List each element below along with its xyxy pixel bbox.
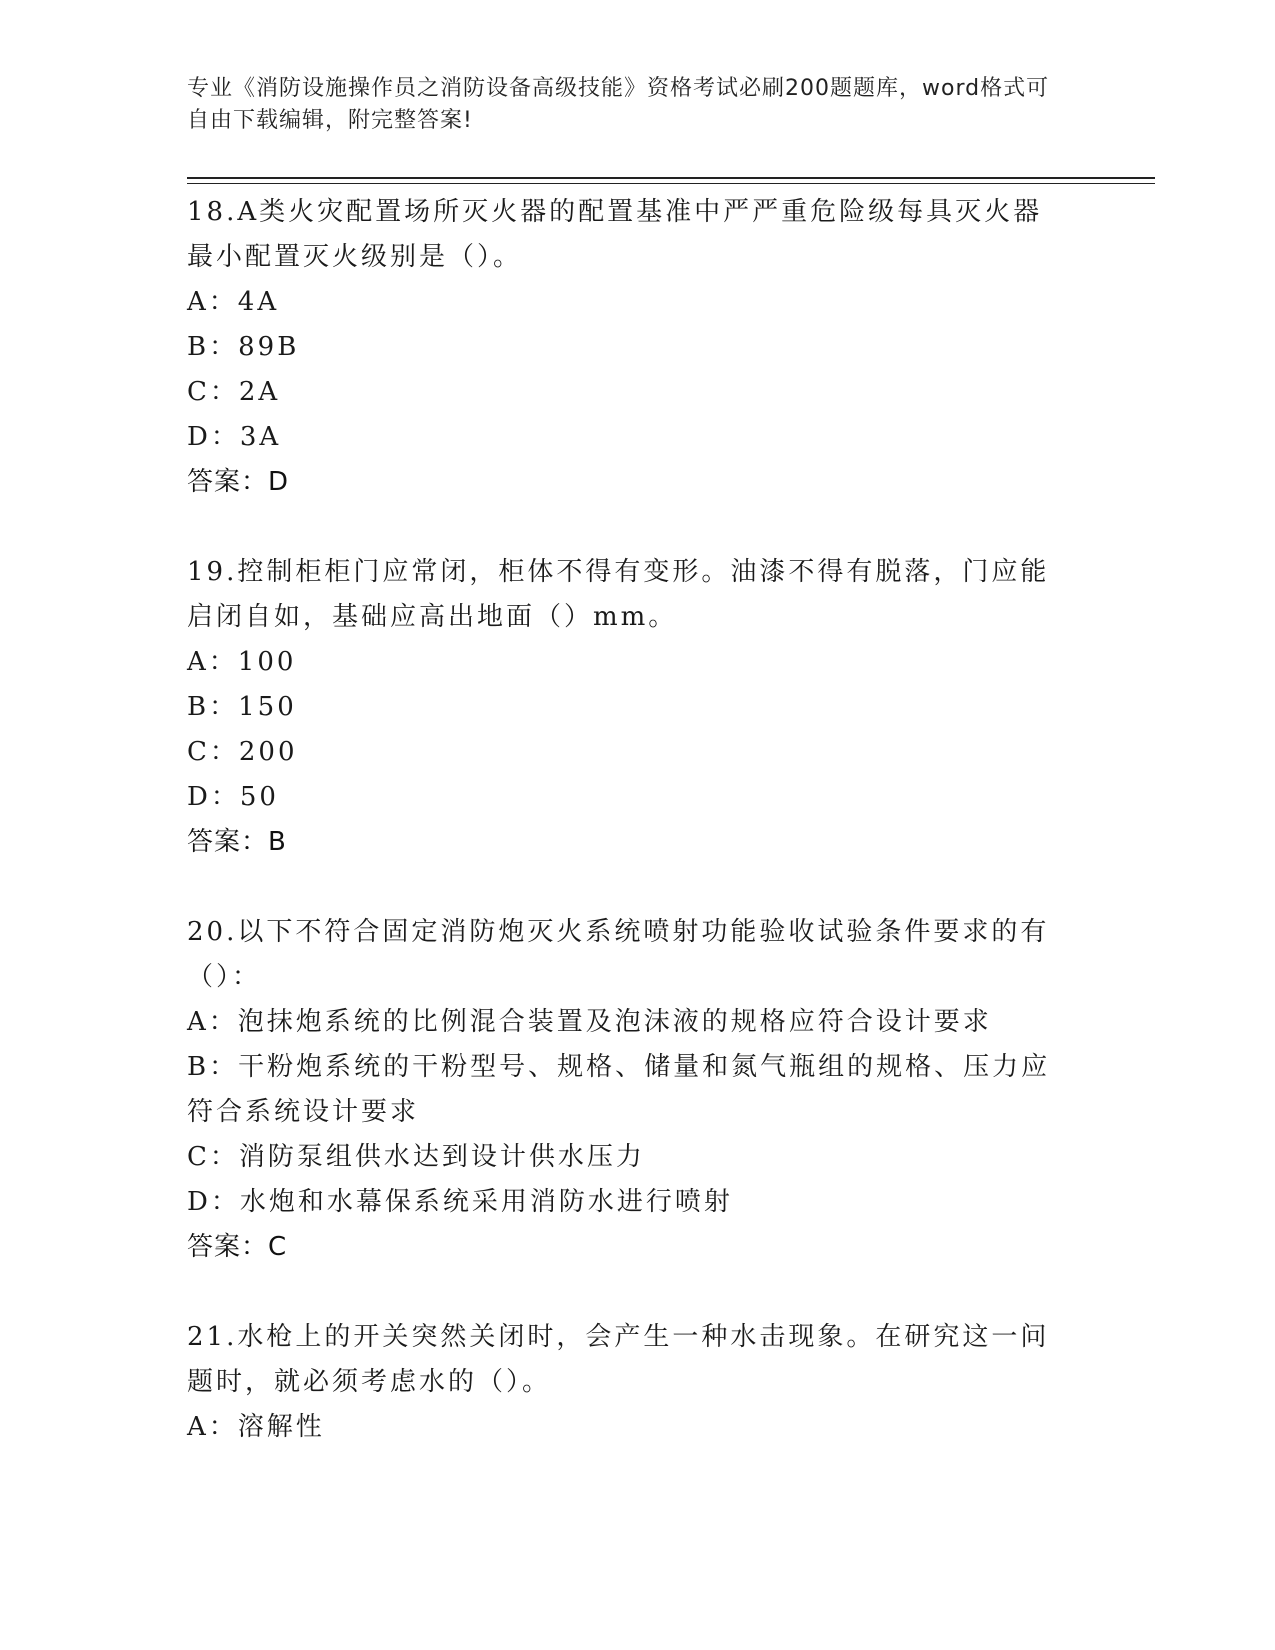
document-header: 专业《消防设施操作员之消防设备高级技能》资格考试必刷200题题库，word格式可自由下载编辑，附完整答案! (187, 76, 1050, 133)
answer-line: 答案：D (187, 467, 290, 497)
answer-line: 答案：B (187, 827, 287, 857)
option-a: A：溶解性 (187, 1412, 325, 1442)
header-divider-thin (187, 183, 1155, 184)
question-text: 20.以下不符合固定消防炮灭火系统喷射功能验收试验条件要求的有（）： (187, 917, 1050, 992)
question-21 (187, 1315, 1067, 1450)
question-20 (187, 910, 1067, 1270)
option-a: A：泡抹炮系统的比例混合装置及泡沫液的规格应符合设计要求 (187, 1007, 992, 1037)
option-d: D：水炮和水幕保系统采用消防水进行喷射 (187, 1187, 733, 1217)
question-list (187, 190, 1067, 1495)
option-b: B：150 (187, 692, 297, 722)
option-c: C：200 (187, 737, 298, 767)
option-b: B：干粉炮系统的干粉型号、规格、储量和氮气瓶组的规格、压力应符合系统设计要求 (187, 1052, 1051, 1127)
option-c: C：2A (187, 377, 281, 407)
header-divider-thick (187, 177, 1155, 179)
option-a: A：100 (187, 647, 297, 677)
question-18 (187, 190, 1067, 505)
answer-line: 答案：C (187, 1232, 288, 1262)
option-d: D：50 (187, 782, 279, 812)
question-19 (187, 550, 1067, 865)
question-text: 18.A类火灾配置场所灭火器的配置基准中严严重危险级每具灭火器最小配置灭火级别是（）。 (187, 197, 1043, 272)
option-d: D：3A (187, 422, 282, 452)
option-a: A：4A (187, 287, 280, 317)
option-c: C：消防泵组供水达到设计供水压力 (187, 1142, 645, 1172)
option-b: B：89B (187, 332, 300, 362)
question-text: 19.控制柜柜门应常闭，柜体不得有变形。油漆不得有脱落，门应能启闭自如，基础应高出地面（）mm。 (187, 557, 1050, 632)
question-text: 21.水枪上的开关突然关闭时，会产生一种水击现象。在研究这一问题时，就必须考虑水的（）。 (187, 1322, 1050, 1397)
